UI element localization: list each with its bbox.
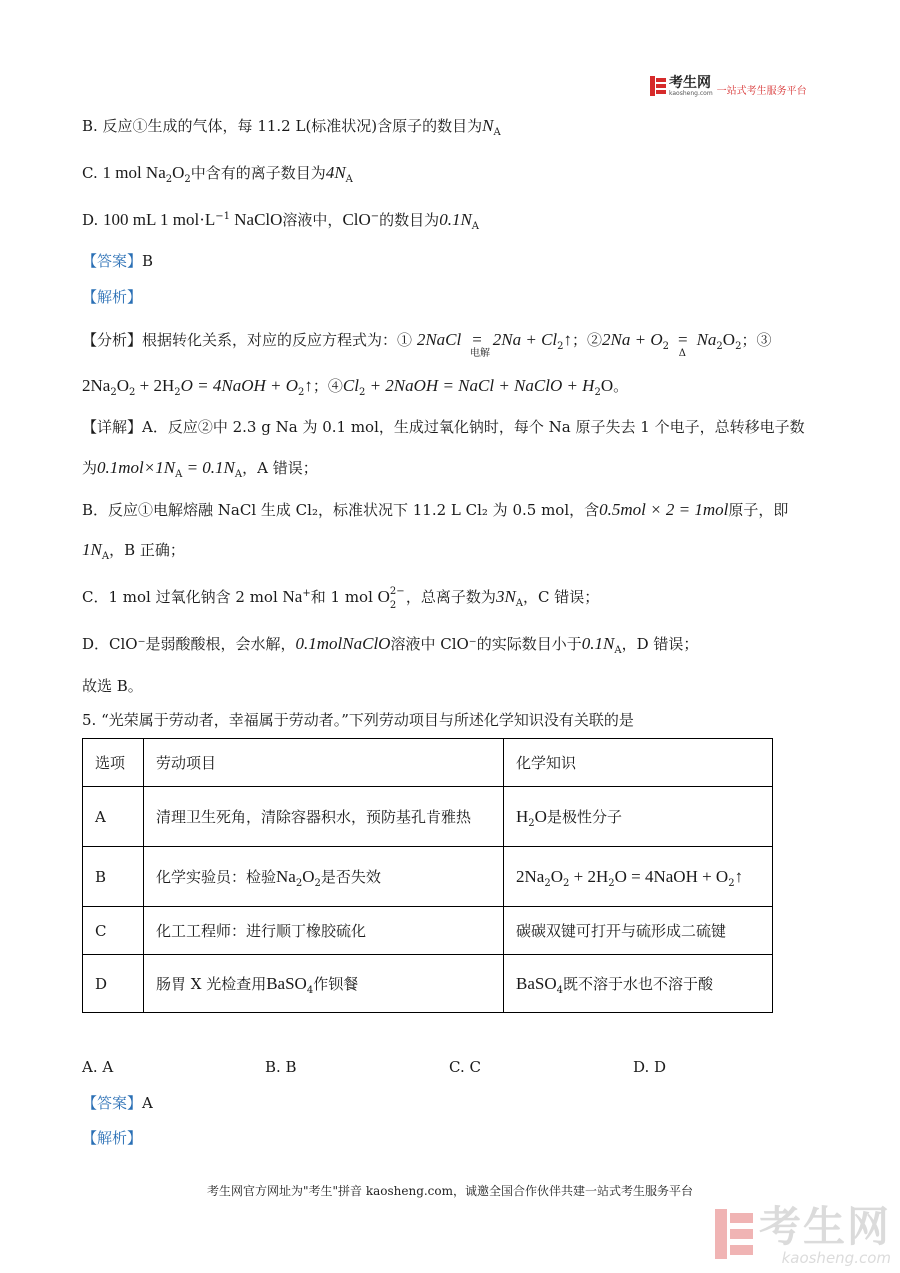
table-cell: C	[83, 907, 144, 955]
table-row	[83, 787, 773, 847]
table-cell: B	[83, 847, 144, 907]
header-logo[interactable]	[650, 73, 807, 99]
watermark-url: kaosheng.com	[781, 1249, 892, 1267]
analysis-tag-1: 【解析】	[82, 288, 143, 306]
option-c-text: C. 1 mol $Na_2O_2$中含有的离子数目为$4N_A$	[82, 163, 353, 185]
answer-value: A	[142, 1094, 153, 1112]
table-cell: 碳碳双键可打开与硫形成二硫键	[504, 907, 773, 955]
footer-text: 考生网官方网址为"考生"拼音 kaosheng.com，诚邀全国合作伙伴共建一站式考生服务平台	[206, 1184, 694, 1198]
table-header-cell: 选项	[83, 739, 144, 787]
detail-c-line: C．1 mol 过氧化钠含 2 mol Na+和 1 mol O 2− 2 ，总离子数为$3N_A$，C 错误；	[82, 586, 600, 611]
detail-d-line: D．ClO⁻是弱酸酸根，会水解，0.1molNaClO溶液中 ClO⁻的实际数目小于$0.1N_A$，D 错误；	[82, 634, 699, 656]
answer-tag: 【答案】	[82, 252, 143, 270]
logo-url: kaosheng.com	[669, 89, 713, 97]
table-header-row	[83, 739, 773, 787]
detail-a-line-2: 为$0.1mol\times 1N_A = 0.1N_A$，A 错误；	[82, 458, 318, 480]
answer-tag: 【答案】	[82, 1094, 143, 1112]
detail-b-line-1: B．反应①电解熔融 NaCl 生成 Cl₂，标准状况下 11.2 L Cl₂ 为 0.5 mol，含0.5mol × 2 = 1mol原子，即	[82, 500, 789, 519]
analysis-line-1: 【分析】根据转化关系，对应的反应方程式为：① 2NaCl = 电解 $2Na + Cl_2↑$；②2Na + $O_2$ = Δ $Na_2O_2$；③	[82, 330, 772, 359]
watermark-name: 考生网	[759, 1202, 892, 1251]
detail-b-line-2: $1N_A$，B 正确；	[82, 540, 185, 562]
logo-slogan: 一站式考生服务平台	[716, 85, 807, 97]
table-header-cell: 化学知识	[504, 739, 773, 787]
table-cell: $2Na_2O_2 + 2H_2O$ = 4NaOH + $O_2↑$	[504, 847, 773, 907]
question-table	[82, 738, 773, 1013]
answer-1	[82, 251, 153, 271]
table-cell: A	[83, 787, 144, 847]
question-5: 5. “光荣属于劳动者，幸福属于劳动者。”下列劳动项目与所述化学知识没有关联的是	[82, 711, 634, 729]
answer-value: B	[142, 252, 154, 270]
watermark	[715, 1202, 892, 1267]
conclusion: 故选 B。	[82, 677, 143, 695]
option-d-text: D. 100 mL 1 $mol\cdot L^{-1}$ NaClO溶液中，ClO−的数目为$0.1N_A$	[82, 210, 480, 232]
kaosheng-logo-icon	[650, 76, 666, 96]
option-b: B. B	[265, 1058, 297, 1076]
answer-2	[82, 1093, 153, 1113]
analysis-line-2: $2Na_2O_2 + 2H_2O$ = 4NaOH + $O_2↑$；$④Cl_2$ + 2NaOH = NaCl + NaClO + $H_2O$。	[82, 376, 629, 398]
logo-name: 考生网	[669, 74, 711, 91]
table-cell: BaSO$_4$既不溶于水也不溶于酸	[504, 955, 773, 1013]
option-b-text: B. 反应①生成的气体，每 11.2 L(标准状况)含原子的数目为$N_A$	[82, 116, 501, 138]
table-cell: 清理卫生死角，清除容器积水，预防基孔肯雅热	[144, 787, 504, 847]
analysis-tag-2: 【解析】	[82, 1129, 143, 1147]
table-row	[83, 955, 773, 1013]
option-c: C. C	[449, 1058, 481, 1076]
table-row	[83, 847, 773, 907]
option-d: D. D	[633, 1058, 667, 1076]
table-cell: $H_2O$是极性分子	[504, 787, 773, 847]
table-cell: D	[83, 955, 144, 1013]
table-cell: 化学实验员：检验$Na_2O_2$是否失效	[144, 847, 504, 907]
table-cell: 肠胃 X 光检查用BaSO$_4$作钡餐	[144, 955, 504, 1013]
detail-a-line-1: 【详解】A．反应②中 2.3 g Na 为 0.1 mol，生成过氧化钠时，每个 Na 原子失去 1 个电子，总转移电子数	[82, 418, 805, 436]
watermark-logo-icon	[715, 1209, 753, 1263]
table-header-cell: 劳动项目	[144, 739, 504, 787]
table-row	[83, 907, 773, 955]
table-cell: 化工工程师：进行顺丁橡胶硫化	[144, 907, 504, 955]
option-a: A. A	[82, 1058, 114, 1076]
